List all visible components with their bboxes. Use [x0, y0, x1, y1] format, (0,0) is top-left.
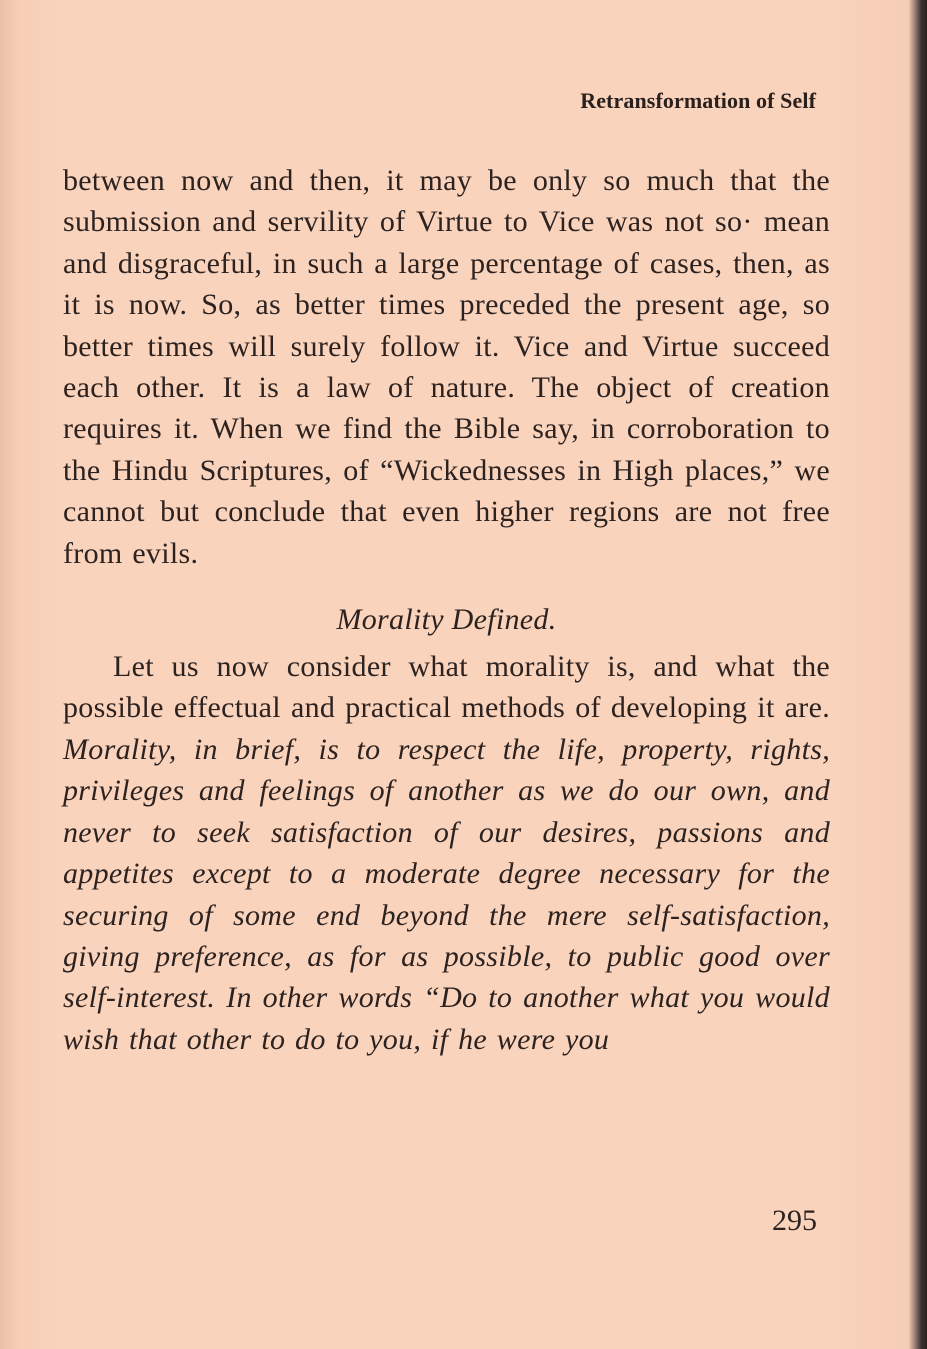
page-edge-shadow — [0, 0, 18, 1349]
paragraph-continued: between now and then, it may be only so much that the submission and servility of Virtue to Vice was not so· mean and disgraceful, in such a large percentage of cases, then, as it is now. So, as better times preceded the present age, so better times will surely follow it. Vice and Virtue succeed each other. It is a law of nature. The object of creation requires it. When we find the Bible say, in corroboration to the Hindu Scriptures, of “Wickednesses in High places,” we cannot but conclude that even higher regions are not free from evils. — [63, 164, 830, 570]
running-head: Retransformation of Self — [580, 88, 816, 113]
page-number: 295 — [772, 1204, 817, 1237]
section-heading: Morality Defined. — [336, 603, 557, 637]
paragraph-italic-definition: Morality, in brief, is to respect the life, property, rights, privileges and feelings of another as we do our own, and never to seek satisfaction of our desires, passions and appetites except to a moderate degree necessary for the securing of some end beyond the mere self-satisfaction, giving preference, as for as possible, to public good over self-interest. In other words “Do to another what you would wish that other to do to you, if he were you — [63, 732, 830, 1056]
body-text — [63, 160, 830, 1060]
paragraph-lead-text: Let us now consider what morality is, and what the possible effectual and practical methods of developing it are. — [63, 650, 830, 725]
paragraph-morality — [63, 646, 830, 1060]
